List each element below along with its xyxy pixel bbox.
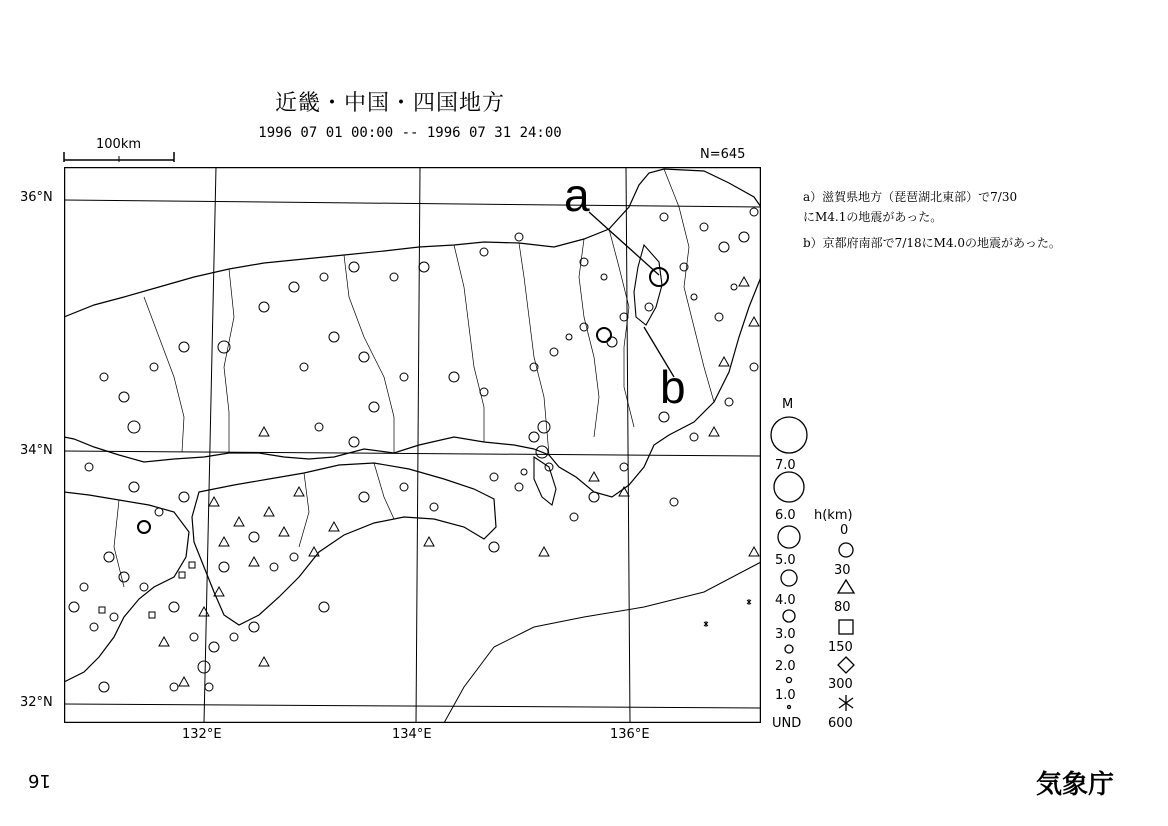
lon-label-132: 132°E [182,727,222,742]
legend-h-30: 30 [834,563,851,578]
legend-m-5: 5.0 [775,553,796,568]
marker-a-label: a [564,169,590,221]
legend-m-3: 3.0 [775,627,796,642]
page-number: 16 [28,770,51,791]
scale-bar [62,150,178,164]
legend-m-1: 1.0 [775,688,796,703]
agency-name: 気象庁 [1036,770,1115,800]
event-count: N=645 [700,147,746,162]
period-range: 1996 07 01 00:00 -- 1996 07 31 24:00 [258,125,562,141]
legend-h-0: 0 [840,523,849,538]
legend-h-300: 300 [828,677,853,692]
lon-label-136: 136°E [610,727,650,742]
legend-m-und: UND [772,716,802,731]
legend-magnitude-title: M [782,397,794,412]
legend-h-600: 600 [828,716,853,731]
legend-m-7: 7.0 [775,458,796,473]
note-a-line2: にM4.1の地震があった。 [803,210,943,224]
epicenter-map [64,167,761,723]
note-b: b）京都府南部で7/18にM4.0の地震があった。 [803,236,1061,250]
note-a-line1: a）滋賀県地方（琵琶湖北東部）で7/30 [803,190,1018,204]
marker-b-label: b [660,361,686,413]
legend-m-2: 2.0 [775,659,796,674]
asterisk-icon [839,695,853,711]
scale-label: 100km [96,137,142,152]
lon-label-134: 134°E [392,727,432,742]
lat-label-32: 32°N [20,695,53,710]
map-border [65,168,761,723]
circle-icon [839,543,853,557]
legend-m-4: 4.0 [775,593,796,608]
diamond-icon [838,657,854,673]
legend-m-6: 6.0 [775,508,796,523]
triangle-icon [838,580,854,593]
legend-h-80: 80 [834,600,851,615]
lat-label-34: 34°N [20,443,53,458]
legend-h-150: 150 [828,640,853,655]
lat-label-36: 36°N [20,190,53,205]
square-icon [839,620,853,634]
legend-depth-title: h(km) [814,508,853,523]
map-title: 近畿・中国・四国地方 [274,91,505,116]
